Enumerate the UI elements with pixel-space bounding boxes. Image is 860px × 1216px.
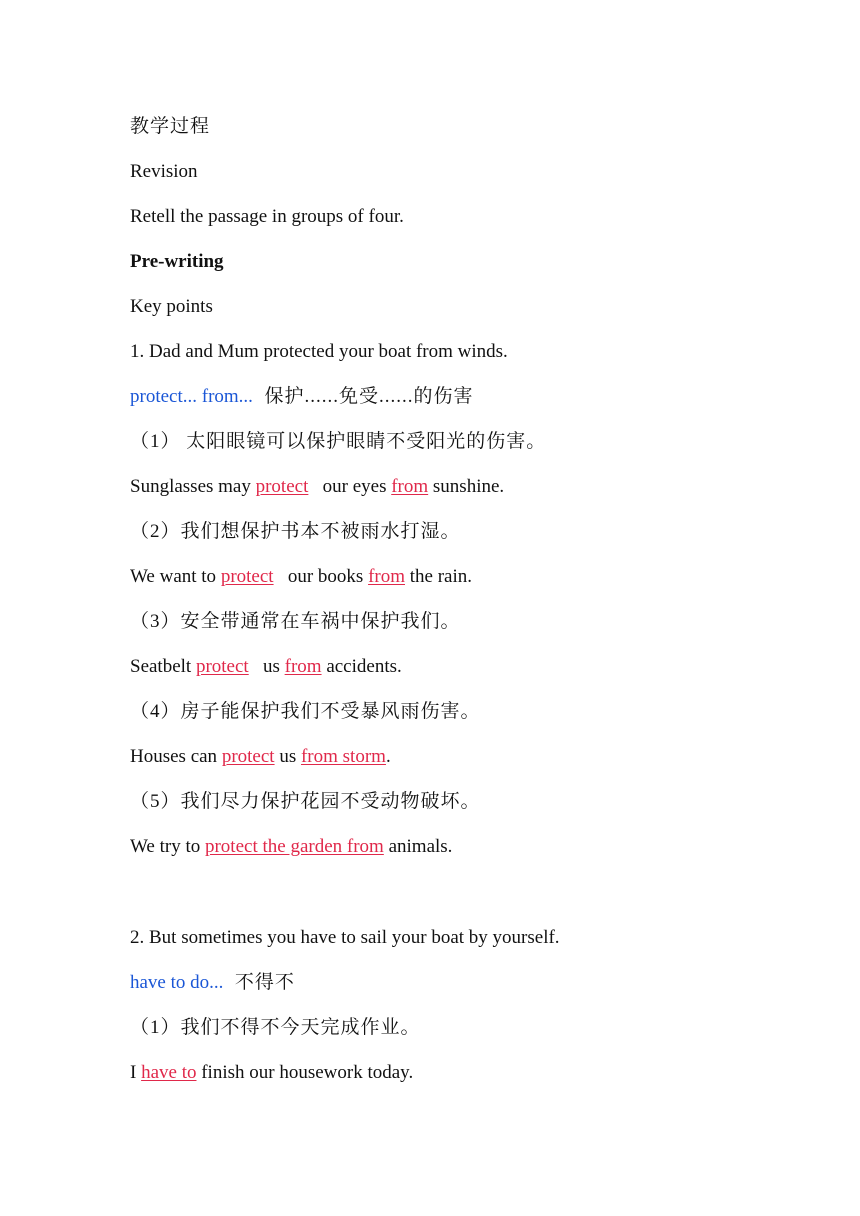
example-text: Houses can: [130, 746, 222, 767]
example-5-chinese: （5）我们尽力保护花园不受动物破坏。: [130, 791, 481, 812]
answer-blank: have to: [141, 1062, 197, 1083]
key-point-2-phrase-line: [130, 970, 295, 996]
phrase-meaning: 不得不: [223, 972, 295, 993]
example-text: .: [385, 746, 391, 767]
example-text: us: [248, 656, 285, 677]
example-text: us: [274, 746, 301, 767]
example-1-chinese: （1） 太阳眼镜可以保护眼睛不受阳光的伤害。: [130, 431, 547, 452]
example-text: sunshine.: [428, 476, 505, 497]
example-text: our eyes: [308, 476, 392, 497]
revision-label: Revision: [130, 161, 198, 182]
example-text: I: [130, 1062, 142, 1083]
phrase-protect-from: protect... from...: [130, 386, 253, 407]
answer-blank: protect: [221, 746, 275, 767]
answer-blank: protect the garden from: [204, 836, 384, 857]
example-1-english: [130, 474, 504, 500]
example-text: Sunglasses may: [130, 476, 256, 497]
example-4-english: [130, 744, 391, 770]
example-5-english: [130, 834, 452, 860]
example-4-chinese: （4）房子能保护我们不受暴风雨伤害。: [130, 701, 481, 722]
key-point-1-sentence: 1. Dad and Mum protected your boat from winds.: [130, 341, 508, 362]
phrase-meaning: 保护......免受......的伤害: [252, 386, 474, 407]
example-text: accidents.: [321, 656, 402, 677]
answer-blank: protect: [220, 566, 274, 587]
example-text: animals.: [383, 836, 453, 857]
example-6-chinese: （1）我们不得不今天完成作业。: [130, 1017, 421, 1038]
example-text: our books: [273, 566, 369, 587]
prewriting-heading: Pre-writing: [130, 251, 224, 272]
example-text: Seatbelt: [130, 656, 196, 677]
example-2-chinese: （2）我们想保护书本不被雨水打湿。: [130, 521, 461, 542]
answer-blank: from: [284, 656, 322, 677]
example-text: the rain.: [405, 566, 473, 587]
answer-blank: from: [391, 476, 429, 497]
example-6-english: [130, 1060, 413, 1086]
key-point-2-sentence: 2. But sometimes you have to sail your boat by yourself.: [130, 927, 560, 948]
example-3-english: [130, 654, 402, 680]
phrase-have-to-do: have to do...: [130, 972, 224, 993]
key-points-label: Key points: [130, 296, 213, 317]
example-2-english: [130, 564, 472, 590]
example-3-chinese: （3）安全带通常在车祸中保护我们。: [130, 611, 461, 632]
example-text: We want to: [130, 566, 221, 587]
section-heading: 教学过程: [130, 116, 211, 137]
answer-blank: protect: [195, 656, 249, 677]
key-point-1-phrase-line: [130, 384, 473, 410]
example-text: We try to: [130, 836, 205, 857]
answer-blank: protect: [255, 476, 309, 497]
answer-blank: from storm: [300, 746, 386, 767]
retell-instruction: Retell the passage in groups of four.: [130, 206, 404, 227]
example-text: finish our housework today.: [196, 1062, 414, 1083]
answer-blank: from: [368, 566, 405, 587]
